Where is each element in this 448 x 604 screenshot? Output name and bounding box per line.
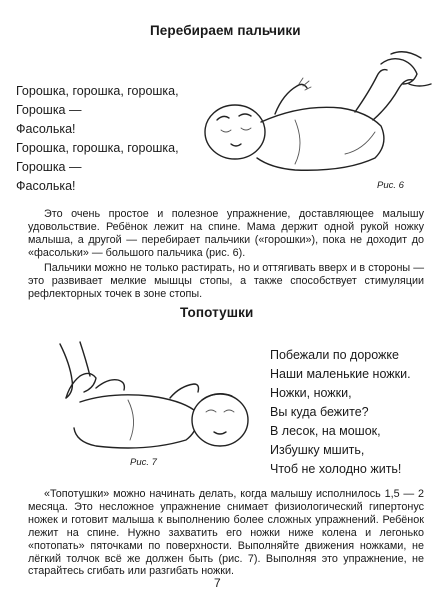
poem-line: Горошка — [16, 103, 82, 117]
section-title-stomping: Топотушки [180, 305, 254, 320]
poem-line: Наши маленькие ножки. [270, 367, 411, 381]
paragraph: Это очень простое и полезное упражнение, доставляющее малышу удовольствие. Ребёнок лежит на спине. Мама держит одной рукой ножку малыша, а другой — перебирает пальчики («горошки»), пока не доходит до «фасольки» — большого пальчика (рис. 6). [28, 208, 424, 259]
poem-line: Ножки, ножки, [270, 386, 352, 400]
paragraph: «Топотушки» можно начинать делать, когда малышу исполнилось 1,5 — 2 месяца. Это несложное упражнение снимает физиологический гипертонус ножек и готовит малыша к выполнению более сложных упражнений. Ребёнок лежит на спине. Нужно захватить его ножки ниже колена и легонько «потопать» пяточками по поверхности. Выполняйте движения ножками, не лёгкий толчок всё же должен быть (рис. 7). Выполняя это упражнение, не старайтесь сгибать или разгибать ножки. [28, 488, 424, 578]
section-title-finger-play: Перебираем пальчики [150, 23, 301, 38]
paragraph: Пальчики можно не только растирать, но и оттягивать вверх и в стороны — это развивает мелкие мышцы стопы, а также способствует стимуляции рефлекторных точек в зоне стопы. [28, 262, 424, 300]
poem-line: Фасолька! [16, 122, 76, 136]
poem-finger-play [16, 82, 179, 196]
poem-line: В лесок, на мошок, [270, 424, 381, 438]
poem-line: Горошка — [16, 160, 82, 174]
poem-line: Избушку мшить, [270, 443, 365, 457]
poem-line: Фасолька! [16, 179, 76, 193]
baby-lying-legs-exercise-illustration [20, 340, 260, 460]
poem-line: Вы куда бежите? [270, 405, 369, 419]
poem-stomping [270, 346, 411, 479]
poem-line: Горошка, горошка, горошка, [16, 141, 179, 155]
poem-line: Побежали по дорожке [270, 348, 399, 362]
baby-lying-feet-massage-illustration [195, 50, 435, 180]
poem-line: Чтоб не холодно жить! [270, 462, 402, 476]
figure-caption: Рис. 6 [377, 180, 404, 191]
poem-line: Горошка, горошка, горошка, [16, 84, 179, 98]
page-number: 7 [214, 576, 221, 590]
figure-caption: Рис. 7 [130, 457, 157, 468]
